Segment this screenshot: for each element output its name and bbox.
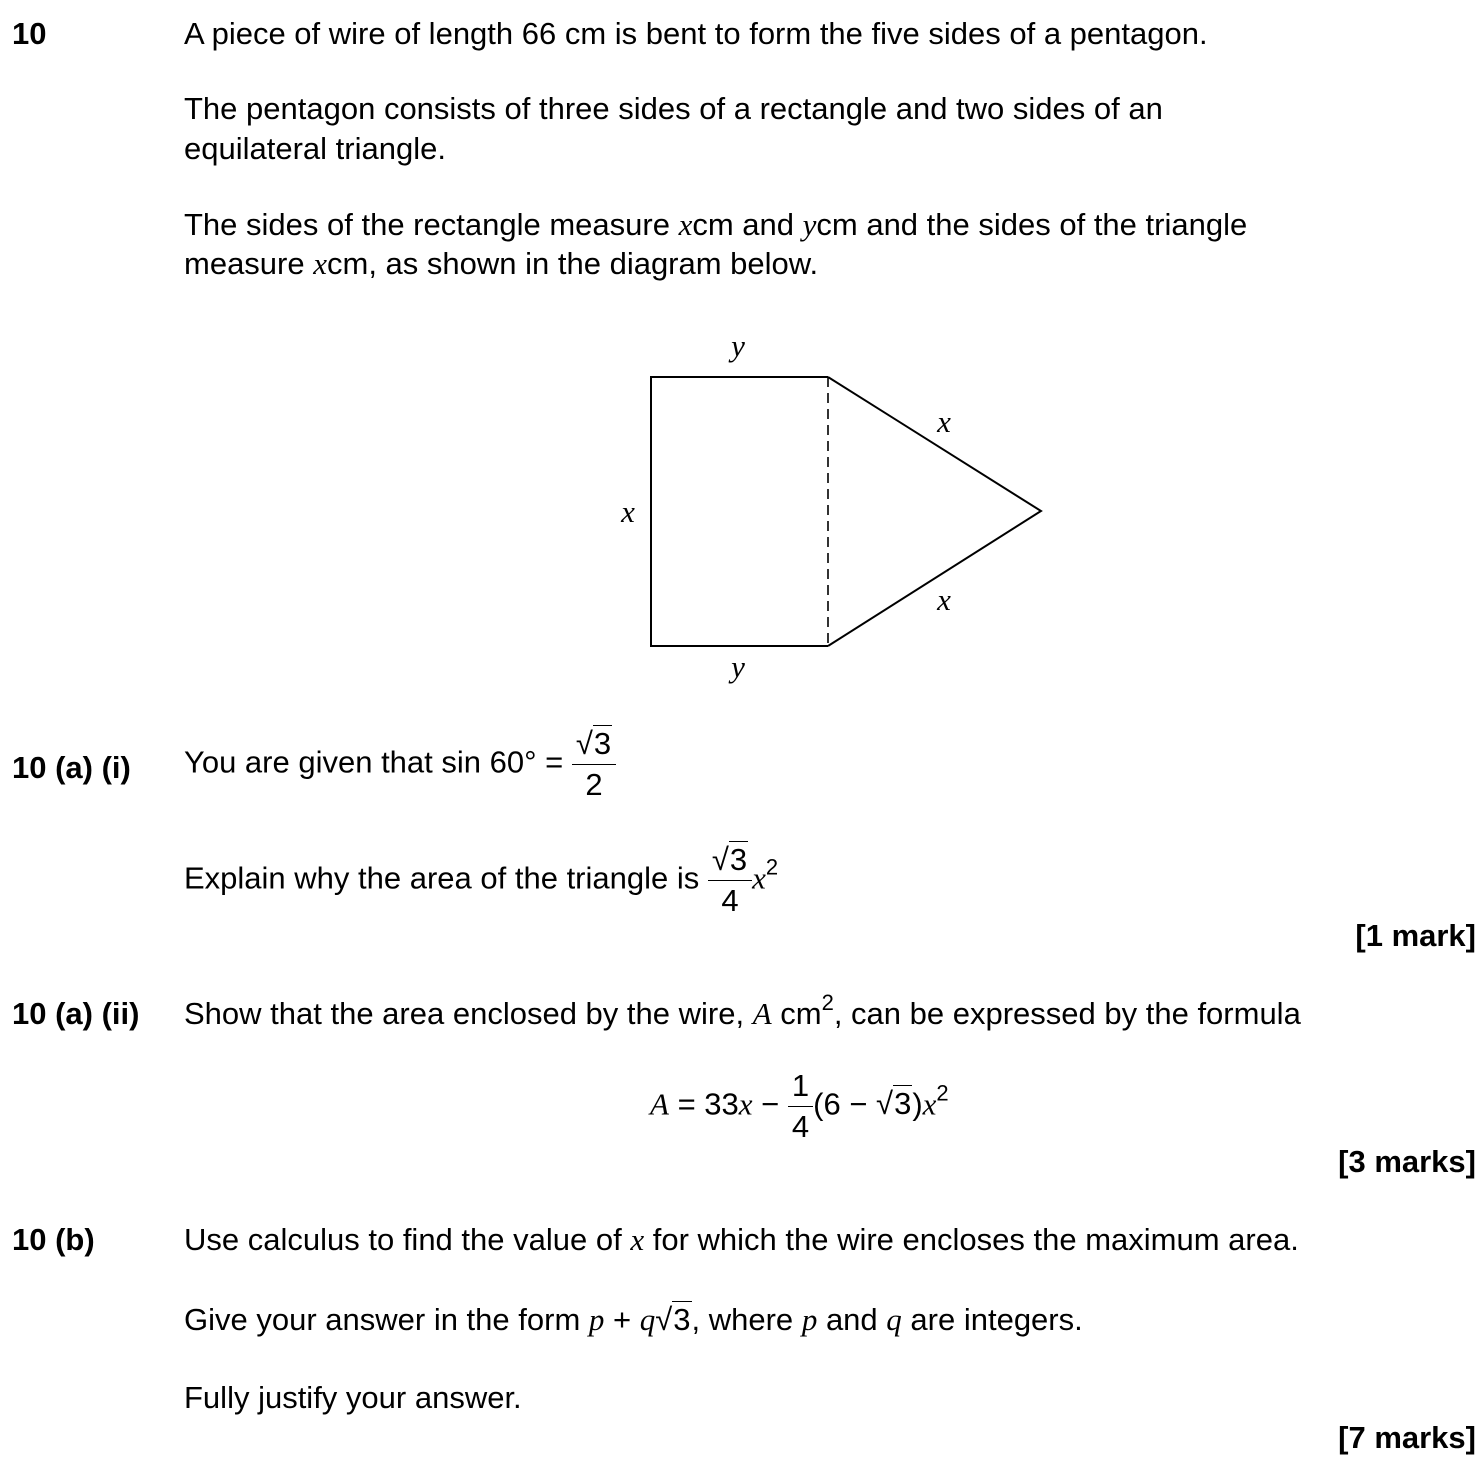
question-number: 10 <box>12 16 47 51</box>
formula-paren-open: (6 − <box>813 1086 868 1122</box>
part-a-i-label: 10 (a) (i) <box>12 750 131 785</box>
label-upper-slant-x: x <box>937 404 951 439</box>
part-b-text <box>184 1224 1299 1255</box>
variable-A: A <box>752 996 772 1031</box>
marks-b: [7 marks] <box>1338 1420 1476 1455</box>
label-lower-slant-x: x <box>937 582 951 617</box>
variable-y: y <box>802 207 817 242</box>
label-left-x: x <box>621 494 635 529</box>
text: Show that the area enclosed by the wire, <box>184 996 745 1031</box>
variable-x: x <box>313 246 327 281</box>
given-text: You are given that <box>184 744 433 780</box>
radicand: 3 <box>894 1086 912 1122</box>
text: and <box>825 1302 878 1337</box>
marks-a-ii: [3 marks] <box>1338 1144 1476 1179</box>
text: Use calculus to find the value of <box>184 1222 622 1257</box>
part-a-ii-label: 10 (a) (ii) <box>12 996 140 1031</box>
intro-paragraph-3-line-1 <box>184 209 1247 240</box>
triangle-sides <box>828 377 1041 646</box>
area-formula <box>650 1068 949 1144</box>
formula-minus: − <box>761 1086 780 1122</box>
text: , where <box>691 1302 794 1337</box>
plus-sign: + <box>613 1302 632 1337</box>
variable-q: q <box>639 1302 656 1337</box>
denominator: 2 <box>585 766 603 802</box>
variable-x: x <box>630 1222 645 1257</box>
radicand: 3 <box>593 726 612 761</box>
intro-text: cm, as shown in the diagram below. <box>327 246 819 281</box>
part-a-ii-text <box>184 990 1301 1032</box>
part-b-justify: Fully justify your answer. <box>184 1380 522 1415</box>
text: are integers. <box>910 1302 1083 1337</box>
root-3: √3 <box>876 1086 912 1122</box>
root-3: √3 <box>655 1302 691 1337</box>
root-3-over-2-fraction: $\frac{√3}{2}$ <box>572 726 616 802</box>
intro-text: cm and <box>692 207 794 242</box>
intro-paragraph-2-line-2: equilateral triangle. <box>184 131 446 166</box>
rectangle-sides <box>651 377 828 646</box>
sin-expression: sin 60° <box>441 744 537 780</box>
formula-A: A <box>650 1086 669 1122</box>
formula-equals-33: = 33 <box>677 1086 739 1122</box>
text: , can be expressed by the formula <box>833 996 1301 1031</box>
text: for which the wire encloses the maximum area. <box>652 1222 1299 1257</box>
variable-p: p <box>801 1302 818 1337</box>
intro-paragraph-1: A piece of wire of length 66 cm is bent to form the five sides of a pentagon. <box>184 16 1208 51</box>
root-3-over-4-fraction: $\frac{√3}{4}$ <box>708 842 752 918</box>
part-a-i-explain <box>184 842 778 918</box>
variable-q: q <box>886 1302 902 1337</box>
formula-x: x <box>738 1086 753 1122</box>
intro-text: cm and the sides of the triangle <box>816 207 1248 242</box>
intro-text: measure <box>184 246 305 281</box>
part-a-i-given <box>184 726 616 802</box>
intro-text: The sides of the rectangle measure <box>184 207 670 242</box>
formula-x-squared: x <box>922 1086 937 1122</box>
text: Give your answer in the form <box>184 1302 581 1337</box>
unit: cm <box>780 996 822 1031</box>
part-b-form <box>184 1302 1083 1338</box>
pentagon-diagram <box>600 320 1070 700</box>
equals-sign: = <box>545 744 564 780</box>
intro-paragraph-2-line-1: The pentagon consists of three sides of a rectangle and two sides of an <box>184 91 1163 126</box>
explain-text: Explain why the area of the triangle is <box>184 860 700 896</box>
label-top-y: y <box>731 328 745 363</box>
variable-x: x <box>752 860 766 896</box>
unit-exponent: 2 <box>821 990 834 1015</box>
denominator: 4 <box>791 1108 810 1144</box>
formula-exponent: 2 <box>936 1080 949 1106</box>
radicand: 3 <box>729 842 748 877</box>
numerator: 1 <box>788 1068 813 1107</box>
variable-x: x <box>678 207 693 242</box>
intro-paragraph-3-line-2 <box>184 248 818 279</box>
part-b-label: 10 (b) <box>12 1222 95 1257</box>
label-bottom-y: y <box>731 649 745 684</box>
exponent: 2 <box>765 854 779 880</box>
radicand: 3 <box>673 1302 691 1337</box>
one-quarter-fraction <box>788 1068 813 1144</box>
marks-a-i: [1 mark] <box>1355 918 1476 953</box>
variable-p: p <box>588 1302 605 1337</box>
formula-paren-close: ) <box>912 1086 923 1122</box>
denominator: 4 <box>721 882 739 918</box>
